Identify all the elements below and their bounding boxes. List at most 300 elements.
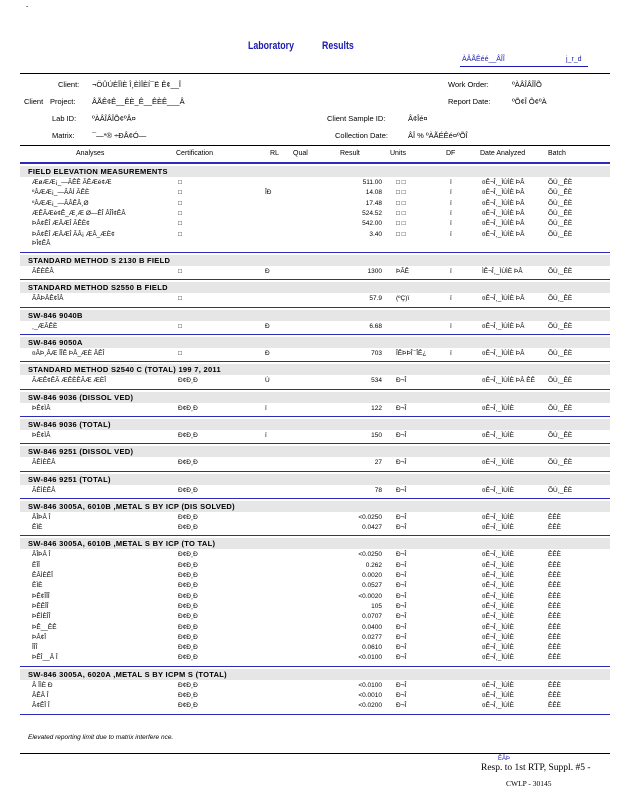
- batch-cell: ÕÙ¸_ÊÈ: [548, 199, 573, 207]
- rl-cell: Ð: [265, 322, 270, 330]
- units-cell: Ð¬Î: [396, 702, 407, 710]
- batch-cell: ÕÙ¸_ÊÈ: [548, 220, 573, 228]
- section-divider: [20, 498, 610, 499]
- section-header: [20, 538, 610, 549]
- result-cell: 57.9: [369, 295, 382, 303]
- df-cell: ï: [450, 209, 452, 217]
- table-row: [20, 593, 610, 602]
- section-header: [20, 446, 610, 457]
- section-title: SW-846 9251 (TOTAL): [28, 474, 111, 484]
- certification-cell: Ð¢Ð¸Ð: [178, 613, 198, 621]
- df-cell: ï: [450, 189, 452, 197]
- df-cell: ï: [450, 268, 452, 276]
- result-cell: 511.00: [362, 179, 382, 186]
- batch-cell: ÕÙ¸_ÊÈ: [548, 350, 573, 357]
- table-row: [20, 624, 610, 633]
- certification-cell: Ð¢Ð¸Ð: [178, 633, 198, 641]
- section-divider: [20, 389, 610, 390]
- client-sample-label: Client Sample ID:: [327, 114, 386, 123]
- col-df: DF: [446, 150, 456, 157]
- batch-cell: ÊÊÈ: [548, 644, 562, 652]
- table-row: [20, 405, 610, 414]
- certification-cell: □: [178, 350, 182, 357]
- section-title: STANDARD METHOD S2540 C (TOTAL) 199 7, 2011: [28, 365, 221, 375]
- analyte-cell: ÆÊÃÆé¢Ê_Æ¸Æ Ø—ÊÎ ÂÎÎ¢ÊÂ: [32, 209, 126, 217]
- corner-mark: -: [26, 2, 29, 10]
- analyte-cell: ÂÎÞÂ Î: [32, 513, 51, 521]
- section-divider: [20, 279, 610, 280]
- result-cell: 0.262: [365, 561, 382, 569]
- analyte-cell: ÞÊ¢ÌÂ: [32, 404, 51, 412]
- title-laboratory: Laboratory: [248, 40, 294, 52]
- result-cell: 6.68: [369, 322, 382, 330]
- analyte-cell: ÞÊ¢ÌÂ: [32, 431, 51, 439]
- result-cell: 0.0020: [362, 572, 382, 579]
- section-header: [20, 364, 610, 375]
- result-cell: <0.0100: [358, 654, 382, 662]
- date-analyzed-cell: ¤Ê¬Î¸_ÌÙÌÈ ÞÂ: [482, 220, 525, 228]
- batch-cell: ÊÊÈ: [548, 681, 562, 689]
- analyte-cell: ÃÆÊ¢ÊÃ ÆÊÈÊÃÆ ÆÈÎ: [32, 377, 107, 385]
- analyte-cell: ÊÂÌÈÊÎ: [32, 572, 53, 579]
- df-cell: ï: [450, 199, 452, 207]
- table-row: [20, 323, 610, 332]
- certification-cell: Ð¢Ð¸Ð: [178, 592, 198, 600]
- certification-cell: Ð¢Ð¸Ð: [178, 459, 198, 467]
- result-cell: 534: [371, 377, 382, 385]
- analyte-cell: ÊÎÎ: [32, 561, 40, 569]
- batch-cell: ÊÊÈ: [548, 613, 562, 621]
- batch-cell: ÊÊÈ: [548, 561, 562, 569]
- section-divider: [20, 252, 610, 253]
- batch-cell: ÊÊÈ: [548, 524, 562, 532]
- units-cell: Ð¬Î: [396, 582, 407, 590]
- batch-cell: ÕÙ¸_ÊÈ: [548, 486, 573, 494]
- corner-underline: [460, 66, 588, 67]
- col-batch: Batch: [548, 150, 566, 157]
- rl-cell: Ù: [265, 377, 270, 385]
- batch-cell: ÕÙ¸_ÊÈ: [548, 230, 573, 238]
- units-cell: Ð¬Î: [396, 524, 407, 532]
- result-cell: 105: [371, 602, 382, 610]
- date-analyzed-cell: ¤Ê¬Î¸_ÌÙÌÈ ÞÂ ÊÊ: [482, 377, 535, 385]
- certification-cell: Ð¢Ð¸Ð: [178, 524, 198, 532]
- batch-cell: ÕÙ¸_ÊÈ: [548, 459, 573, 467]
- date-analyzed-cell: ¤Ê¬Î¸_ÌÙÌÈ: [482, 633, 514, 641]
- section-title: SW-846 3005A, 6010B ,METAL S BY ICP (TO TAL): [28, 539, 216, 549]
- date-analyzed-cell: ¤Ê¬Î¸_ÌÙÌÈ: [482, 692, 514, 699]
- date-analyzed-cell: ¤Ê¬Î¸_ÌÙÌÈ: [482, 459, 514, 467]
- result-cell: <0.0250: [358, 551, 382, 559]
- analyte-cell: ºÂÆÆ¡_—ÃÂÊÂ¸Ø: [32, 199, 89, 207]
- section-header: [20, 255, 610, 266]
- analyte-cell: ÃÊÈÊÂ: [32, 268, 54, 276]
- date-analyzed-cell: ¤Ê¬Î¸_ÌÙÌÈ ÞÂ: [482, 179, 525, 186]
- title-results: Results: [322, 40, 354, 52]
- date-analyzed-cell: ¤Ê¬Î¸_ÌÙÌÈ: [482, 431, 514, 439]
- date-analyzed-cell: ¤Ê¬Î¸_ÌÙÌÈ: [482, 486, 514, 494]
- date-analyzed-cell: ¤Ê¬Î¸_ÌÙÌÈ: [482, 592, 514, 600]
- table-row: [20, 572, 610, 581]
- analyte-cell: ÂÊÂ Î: [32, 692, 49, 699]
- units-cell: Ð¬Î: [396, 633, 407, 641]
- df-cell: ï: [450, 220, 452, 228]
- table-row: [20, 613, 610, 622]
- date-analyzed-cell: ¤Ê¬Î¸_ÌÙÌÈ: [482, 644, 514, 652]
- section-divider: [20, 666, 610, 667]
- document-code: CWLP - 30145: [506, 779, 552, 788]
- certification-cell: □: [178, 189, 182, 197]
- table-row: [20, 459, 610, 468]
- table-row: [20, 692, 610, 701]
- section-divider: [20, 307, 610, 308]
- certification-cell: Ð¢Ð¸Ð: [178, 681, 198, 689]
- table-row: [20, 220, 610, 229]
- result-cell: 122: [371, 404, 382, 412]
- units-cell: Ð¬Î: [396, 486, 407, 494]
- analyte-cell: ÞÂ¢Î: [32, 633, 47, 641]
- certification-cell: □: [178, 268, 182, 276]
- batch-cell: ÊÊÈ: [548, 654, 562, 662]
- certification-cell: Ð¢Ð¸Ð: [178, 623, 198, 631]
- units-cell: □ □: [396, 230, 406, 238]
- certification-cell: □: [178, 209, 182, 217]
- date-analyzed-cell: ¤Ê¬Î¸_ÌÙÌÈ: [482, 702, 514, 710]
- analyte-cell: ÞÊ__ÊÊ: [32, 623, 57, 631]
- units-cell: □ □: [396, 220, 406, 228]
- result-cell: <0.0010: [358, 692, 382, 699]
- result-cell: 703: [371, 350, 382, 357]
- collection-date-value: ÂÎ % ºÀÃÉÊé¤ºÕÎ: [408, 131, 468, 140]
- result-cell: 524.52: [362, 209, 382, 217]
- result-cell: 0.0427: [362, 524, 382, 532]
- result-cell: 17.48: [365, 199, 382, 207]
- units-cell: □ □: [396, 209, 406, 217]
- date-analyzed-cell: ¤Ê¬Î¸_ÌÙÌÈ ÞÂ: [482, 209, 525, 217]
- rl-cell: ï: [265, 431, 267, 439]
- section-title: FIELD ELEVATION MEASUREMENTS: [28, 167, 168, 176]
- certification-cell: Ð¢Ð¸Ð: [178, 692, 198, 699]
- divider-columns-top: [20, 145, 610, 146]
- batch-cell: ÕÙ¸_ÊÈ: [548, 209, 573, 217]
- result-cell: <0.0200: [358, 702, 382, 710]
- col-qual: Qual: [293, 150, 308, 157]
- certification-cell: Ð¢Ð¸Ð: [178, 572, 198, 579]
- batch-cell: ÊÊÈ: [548, 572, 562, 579]
- result-cell: 0.0610: [362, 644, 382, 652]
- lab-id-value: ºÀÂÎÂÎÕ¢ºÂ¤: [92, 114, 136, 123]
- client-sample-value: Â¢Îé¤: [408, 114, 428, 123]
- analyte-cell: ÞÂ¢ÊÎ ÆÂÆÎ ÃÂ¡ ÆÂ_ÆÈ¢: [32, 230, 115, 238]
- date-analyzed-cell: ¤Ê¬Î¸_ÌÙÌÈ ÞÂ: [482, 295, 525, 303]
- analyte-cell: ¤ÂÞ¸ÂÆ ÎÎÊ ÞÂ_ÆÈ ÂÊÎ: [32, 350, 105, 357]
- certification-cell: Ð¢Ð¸Ð: [178, 431, 198, 439]
- page-stamp: ÊÂÞ: [498, 756, 511, 762]
- divider-top: [20, 73, 610, 74]
- work-order-label: Work Order:: [448, 80, 489, 89]
- work-order-value: ºÀÂÎÂÎÎÕ: [512, 80, 542, 89]
- table-row: [20, 268, 610, 277]
- date-analyzed-cell: ¤Ê¬Î¸_ÌÙÌÈ ÞÂ: [482, 322, 525, 330]
- table-row: [20, 562, 610, 571]
- certification-cell: Ð¢Ð¸Ð: [178, 513, 198, 521]
- table-row: [20, 295, 610, 304]
- units-cell: Ð¬Î: [396, 561, 407, 569]
- table-row: [20, 200, 610, 209]
- table-row: [20, 377, 610, 386]
- result-cell: 1300: [367, 268, 382, 276]
- analyte-cell: ÃÂÞÂÊ¢ÎÂ: [32, 295, 64, 303]
- table-row: [20, 189, 610, 198]
- units-cell: Ð¬Î: [396, 681, 407, 689]
- units-cell: □ □: [396, 189, 406, 197]
- report-date-value: ºÕ¢Î Ô¢ºÀ: [512, 97, 547, 106]
- analyte-cell: ºÂÆÆ¡_—ÃÂÍ ÃÊÈ: [32, 189, 90, 197]
- batch-cell: ÕÙ¸_ÊÈ: [548, 295, 573, 303]
- df-cell: ï: [450, 295, 452, 303]
- result-cell: 27: [374, 459, 382, 467]
- section-header: [20, 337, 610, 348]
- section-header: [20, 166, 610, 177]
- units-cell: Ð¬Î: [396, 377, 407, 385]
- section-divider: [20, 361, 610, 362]
- batch-cell: ÊÊÈ: [548, 582, 562, 590]
- result-cell: 0.0707: [362, 613, 382, 621]
- table-row: [20, 524, 610, 533]
- section-title: SW-846 9040B: [28, 310, 83, 320]
- batch-cell: ÊÊÈ: [548, 592, 562, 600]
- table-row: [20, 179, 610, 188]
- table-row: [20, 350, 610, 359]
- analyte-cell: ÞÊÊÎÎ: [32, 602, 49, 610]
- project-value: ÂÃÊ¢Ê__ÊÈ_Ê__ÊÈÊ___Â: [92, 97, 185, 106]
- df-cell: ï: [450, 350, 452, 357]
- certification-cell: □: [178, 295, 182, 303]
- units-cell: Ð¬Î: [396, 602, 407, 610]
- section-divider: [20, 471, 610, 472]
- rl-cell: ÎÐ: [265, 189, 272, 197]
- date-analyzed-cell: ¤Ê¬Î¸_ÌÙÌÈ: [482, 561, 514, 569]
- table-row: [20, 551, 610, 560]
- date-analyzed-cell: ¤Ê¬Î¸_ÌÙÌÈ: [482, 602, 514, 610]
- section-divider: [20, 334, 610, 335]
- certification-cell: Ð¢Ð¸Ð: [178, 582, 198, 590]
- analyte-cell: Â ÎÌÈ Ð: [32, 681, 53, 689]
- analyte-cell: ¸_ÆÃÊÈ: [32, 322, 58, 330]
- analyte-cell: ÆøÆÆ¡_—ÃÊÊ ÃÊÆé¢Æ: [32, 179, 112, 186]
- section-header: [20, 282, 610, 293]
- section-title: SW-846 3005A, 6020A ,METAL S BY ICPM S (TOTAL): [28, 669, 227, 679]
- units-cell: □ □: [396, 179, 406, 186]
- section-header: [20, 419, 610, 430]
- table-row: [20, 654, 610, 663]
- df-cell: ï: [450, 230, 452, 238]
- rl-cell: ï: [265, 404, 267, 412]
- units-cell: Ð¬Î: [396, 613, 407, 621]
- table-row: [20, 603, 610, 612]
- date-analyzed-cell: ¤Ê¬Î¸_ÌÙÌÈ: [482, 582, 514, 590]
- batch-cell: ÕÙ¸_ÊÈ: [548, 404, 573, 412]
- date-analyzed-cell: ¤Ê¬Î¸_ÌÙÌÈ: [482, 404, 514, 412]
- client-label: Client:: [58, 80, 80, 89]
- date-analyzed-cell: ¤Ê¬Î¸_ÌÙÌÈ ÞÂ: [482, 230, 525, 238]
- result-cell: 78: [374, 486, 382, 494]
- date-analyzed-cell: ¤Ê¬Î¸_ÌÙÌÈ: [482, 613, 514, 621]
- section-divider: [20, 714, 610, 715]
- table-row: [20, 432, 610, 441]
- section-header: [20, 310, 610, 321]
- section-title: SW-846 9050A: [28, 338, 83, 347]
- units-cell: Ð¬Î: [396, 644, 407, 652]
- certification-cell: □: [178, 179, 182, 186]
- units-cell: Ð¬Î: [396, 431, 407, 439]
- result-cell: <0.0020: [358, 592, 382, 600]
- result-cell: 14.08: [365, 189, 382, 197]
- analyte-cell: ÞÊÎ__Â Î: [32, 654, 58, 662]
- date-analyzed-cell: ¤Ê¬Î¸_ÌÙÌÈ: [482, 623, 514, 631]
- section-header: [20, 501, 610, 512]
- col-analyses: Analyses: [76, 150, 105, 157]
- lab-id-label: Lab ID:: [52, 114, 77, 123]
- analyte-cell: ÞÂ¢ÊÎ ÆÂÆÎ ÃÊÈ¢: [32, 220, 90, 228]
- units-cell: □ □: [396, 199, 406, 207]
- result-cell: 0.0277: [362, 633, 382, 641]
- divider-bottom: [20, 753, 610, 754]
- certification-cell: Ð¢Ð¸Ð: [178, 486, 198, 494]
- response-reference: Resp. to 1st RTP, Suppl. #5 -: [481, 763, 591, 773]
- units-cell: ÞÃÊ: [396, 268, 410, 276]
- section-title: STANDARD METHOD S2550 B FIELD: [28, 283, 168, 293]
- certification-cell: □: [178, 220, 182, 228]
- batch-cell: ÊÊÈ: [548, 702, 562, 710]
- analyte-cell: Â¢ÊÎ Î: [32, 702, 50, 710]
- rl-cell: Ð: [265, 268, 270, 276]
- section-header: [20, 392, 610, 403]
- batch-cell: ÊÊÈ: [548, 633, 562, 641]
- certification-cell: Ð¢Ð¸Ð: [178, 561, 198, 569]
- result-cell: <0.0100: [358, 681, 382, 689]
- matrix-value: ¯—*® ÷ÐÂ¢Ó—: [92, 131, 147, 140]
- batch-cell: ÊÊÈ: [548, 692, 562, 699]
- section-title: SW-846 3005A, 6010B ,METAL S BY ICP (DIS SOLVED): [28, 501, 235, 511]
- section-divider: [20, 416, 610, 417]
- section-header: [20, 474, 610, 485]
- table-row: [20, 210, 610, 219]
- result-cell: 3.40: [369, 230, 382, 238]
- units-cell: (ºÇ)ï: [396, 295, 410, 303]
- date-analyzed-cell: ¤Ê¬Î¸_ÌÙÌÈ: [482, 572, 514, 579]
- certification-cell: Ð¢Ð¸Ð: [178, 654, 198, 662]
- table-row: [20, 514, 610, 523]
- analyte-cell: ÊÌÈ: [32, 582, 43, 590]
- corner-text-2: j_r_d: [566, 56, 582, 63]
- certification-cell: Ð¢Ð¸Ð: [178, 644, 198, 652]
- section-divider: [20, 443, 610, 444]
- section-title: SW-846 9251 (DISSOL VED): [28, 447, 134, 457]
- corner-text: ÀÂÃÊéé__ÂÎÎ: [462, 56, 505, 63]
- result-cell: 0.0527: [362, 582, 382, 590]
- batch-cell: ÕÙ¸_ÊÈ: [548, 431, 573, 439]
- col-date-analyzed: Date Analyzed: [480, 150, 526, 157]
- units-cell: ÎÊÞÞÎ¯ÎÊ¿: [396, 350, 427, 357]
- date-analyzed-cell: ¤Ê¬Î¸_ÌÙÌÈ: [482, 681, 514, 689]
- date-analyzed-cell: ¤Ê¬Î¸_ÌÙÌÈ ÞÂ: [482, 189, 525, 197]
- table-row-continuation: [20, 240, 610, 249]
- section-header: [20, 669, 610, 680]
- table-row: [20, 702, 610, 711]
- batch-cell: ÕÙ¸_ÊÈ: [548, 377, 573, 385]
- result-cell: <0.0250: [358, 513, 382, 521]
- result-cell: 150: [371, 431, 382, 439]
- date-analyzed-cell: ¤Ê¬Î¸_ÌÙÌÈ: [482, 524, 514, 532]
- date-analyzed-cell: ¤Ê¬Î¸_ÌÙÌÈ: [482, 551, 514, 559]
- batch-cell: ÊÊÈ: [548, 513, 562, 521]
- analyte-continuation: ÞÎ¢ÊÂ: [32, 239, 51, 247]
- section-title: SW-846 9036 (TOTAL): [28, 419, 111, 429]
- report-date-label: Report Date:: [448, 97, 491, 106]
- batch-cell: ÊÊÈ: [548, 602, 562, 610]
- df-cell: ï: [450, 179, 452, 186]
- date-analyzed-cell: ¤Ê¬Î¸_ÌÙÌÈ ÞÂ: [482, 199, 525, 207]
- result-cell: 542.00: [362, 220, 382, 228]
- units-cell: Ð¬Î: [396, 592, 407, 600]
- units-cell: Ð¬Î: [396, 654, 407, 662]
- matrix-label: Matrix:: [52, 131, 75, 140]
- table-row: [20, 682, 610, 691]
- certification-cell: Ð¢Ð¸Ð: [178, 551, 198, 559]
- column-header: [20, 150, 610, 160]
- batch-cell: ÕÙ¸_ÊÈ: [548, 179, 573, 186]
- batch-cell: ÕÙ¸_ÊÈ: [548, 322, 573, 330]
- batch-cell: ÊÊÈ: [548, 623, 562, 631]
- certification-cell: Ð¢Ð¸Ð: [178, 404, 198, 412]
- batch-cell: ÕÙ¸_ÊÈ: [548, 189, 573, 197]
- result-cell: 0.0400: [362, 623, 382, 631]
- date-analyzed-cell: ¤Ê¬Î¸_ÌÙÌÈ: [482, 513, 514, 521]
- date-analyzed-cell: ÌÊ¬Î¸_ÌÙÌÈ ÞÂ: [482, 268, 523, 276]
- project-label: Project:: [50, 97, 76, 106]
- analyte-cell: ÞÊ¢ÎÎÎ: [32, 592, 50, 600]
- footnote: Elevated reporting limit due to matrix interfere nce.: [28, 734, 174, 741]
- col-rl: RL: [270, 150, 279, 157]
- certification-cell: □: [178, 322, 182, 330]
- col-units: Units: [390, 150, 406, 157]
- table-row: [20, 487, 610, 496]
- section-title: STANDARD METHOD S 2130 B FIELD: [28, 256, 171, 266]
- batch-cell: ÕÙ¸_ÊÈ: [548, 268, 573, 276]
- project-client-label: Client: [24, 97, 44, 106]
- col-result: Result: [340, 150, 360, 157]
- units-cell: Ð¬Î: [396, 692, 407, 699]
- batch-cell: ÊÊÈ: [548, 551, 562, 559]
- rl-cell: Ð: [265, 350, 270, 357]
- analyte-cell: ÞÊÌÈÎÎ: [32, 613, 51, 621]
- certification-cell: Ð¢Ð¸Ð: [178, 602, 198, 610]
- section-title: SW-846 9036 (DISSOL VED): [28, 392, 134, 402]
- df-cell: ï: [450, 322, 452, 330]
- table-row: [20, 582, 610, 591]
- certification-cell: □: [178, 230, 182, 238]
- client-value: ¬ÖÛÚÈÎÌÈ Î¸ÈÌÎÈÍ¯Ë Ê¢__Î: [92, 80, 181, 89]
- analyte-cell: ÊÌÈ: [32, 524, 43, 532]
- units-cell: Ð¬Î: [396, 551, 407, 559]
- table-row: [20, 644, 610, 653]
- certification-cell: Ð¢Ð¸Ð: [178, 702, 198, 710]
- col-certification: Certification: [176, 150, 213, 157]
- analyte-cell: ÂÎÞÂ Î: [32, 551, 51, 559]
- section-divider: [20, 535, 610, 536]
- units-cell: Ð¬Î: [396, 459, 407, 467]
